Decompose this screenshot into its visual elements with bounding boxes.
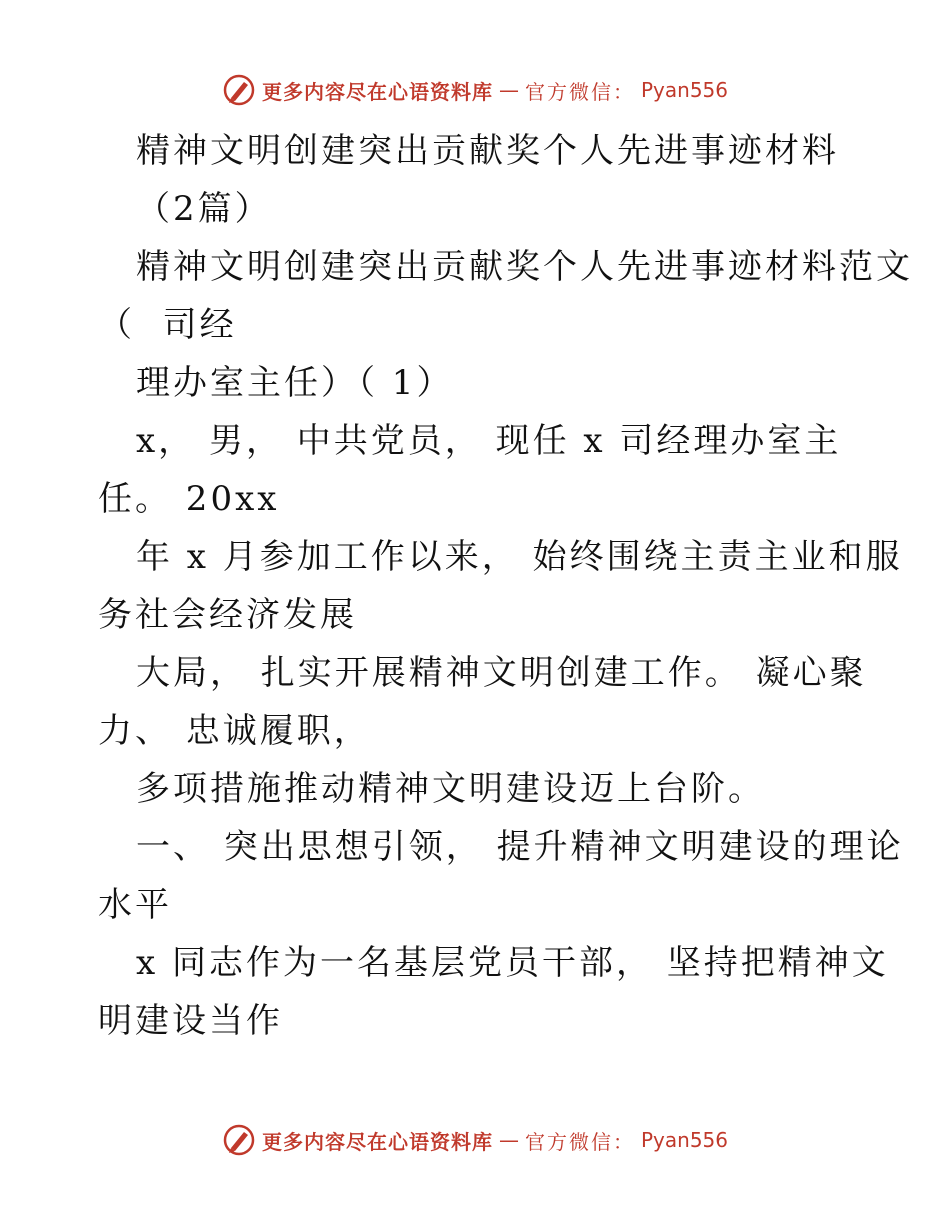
watermark-main-text: 更多内容尽在心语资料库: [261, 1129, 493, 1154]
watermark-handle: Pyan556: [640, 1128, 728, 1152]
watermark-handle: Pyan556: [640, 78, 728, 102]
paragraph-line: 明建设当作: [98, 1001, 283, 1041]
doc-title-line-2: （2篇）: [136, 189, 272, 229]
pen-logo-icon: [222, 73, 256, 107]
section-heading-line: 水平: [98, 885, 172, 925]
paragraph-line: 多项措施推动精神文明建设迈上台阶。: [136, 769, 765, 809]
watermark-sub-text: 官方微信：: [524, 1129, 635, 1154]
document-body: [98, 122, 913, 1050]
doc-subtitle-line-2: （ 司经: [98, 305, 237, 345]
watermark-dash: —: [498, 78, 519, 102]
doc-subtitle-line-1: 精神文明创建突出贡献奖个人先进事迹材料范文: [136, 247, 913, 287]
watermark-dash: —: [498, 1128, 519, 1152]
paragraph-line: x， 男， 中共党员， 现任 x 司经理办室主: [136, 421, 842, 461]
footer-watermark: [0, 1120, 950, 1160]
paragraph-line: 力、 忠诚履职，: [98, 711, 371, 751]
doc-title-line-1: 精神文明创建突出贡献奖个人先进事迹材料: [136, 131, 839, 171]
pen-logo-icon: [222, 1123, 256, 1157]
watermark-sub-text: 官方微信：: [524, 79, 635, 104]
header-watermark: [0, 70, 950, 110]
doc-subtitle-line-3: 理办室主任）（ 1）: [136, 363, 454, 403]
paragraph-line: 年 x 月参加工作以来， 始终围绕主责主业和服: [136, 537, 903, 577]
watermark-main-text: 更多内容尽在心语资料库: [261, 79, 493, 104]
paragraph-line: 大局， 扎实开展精神文明创建工作。 凝心聚: [136, 653, 867, 693]
paragraph-line: x 同志作为一名基层党员干部， 坚持把精神文: [136, 943, 889, 983]
paragraph-line: 任。 20xx: [98, 479, 280, 519]
section-heading-line: 一、 突出思想引领， 提升精神文明建设的理论: [136, 827, 904, 867]
paragraph-line: 务社会经济发展: [98, 595, 357, 635]
